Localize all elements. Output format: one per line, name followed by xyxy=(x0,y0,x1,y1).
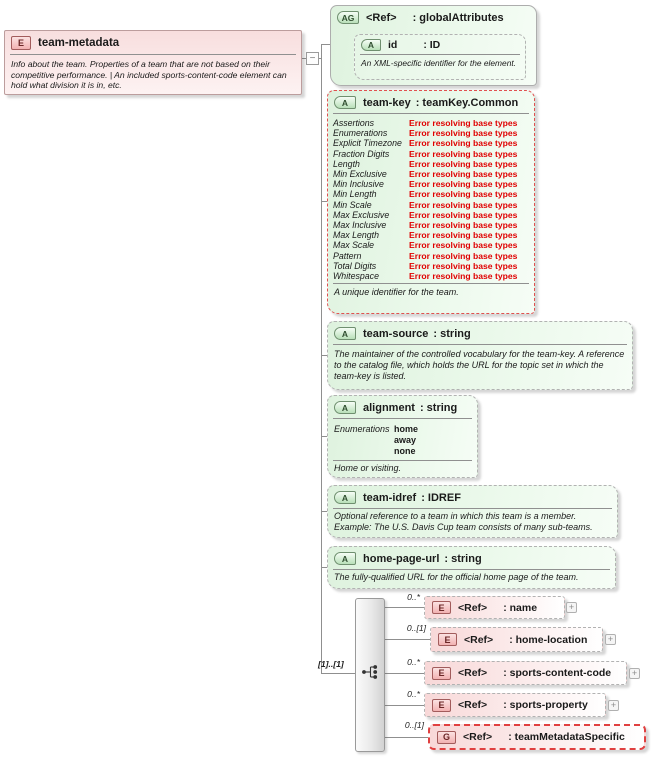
attribute-name: home-page-url xyxy=(363,552,440,565)
facet-row xyxy=(333,271,530,281)
divider xyxy=(333,508,612,509)
connector-line xyxy=(322,673,355,674)
attribute-type: : ID xyxy=(423,39,441,51)
facet-name: Assertions xyxy=(333,118,375,128)
attribute-badge: A xyxy=(334,96,356,109)
attribute-box-team-key[interactable] xyxy=(327,90,535,314)
facet-name: Min Inclusive xyxy=(333,179,384,190)
facet-name: Max Inclusive xyxy=(333,220,387,231)
facet-name: Min Exclusive xyxy=(333,169,387,180)
element-badge: E xyxy=(11,36,31,50)
group-type: : teamMetadataSpecific xyxy=(508,731,625,743)
element-type: : sports-property xyxy=(503,699,588,711)
element-ref-box-sports-property[interactable] xyxy=(424,693,606,717)
attribute-type: : string xyxy=(419,401,458,414)
facet-error-value: Error resolving base types xyxy=(409,179,518,190)
element-badge: E xyxy=(438,633,457,646)
element-badge: E xyxy=(432,699,451,712)
group-ref: <Ref> xyxy=(463,731,493,743)
facet-error-value: Error resolving base types xyxy=(409,260,518,271)
facet-name: Max Length xyxy=(333,230,379,241)
attribute-name: team-source xyxy=(363,327,429,340)
facet-error-value: Error resolving base types xyxy=(409,148,518,159)
attribute-description: An XML-specific identifier for the element. xyxy=(361,58,517,68)
facet-row xyxy=(333,189,530,199)
divider xyxy=(333,569,610,570)
facet-error-value: Error resolving base types xyxy=(409,230,518,241)
element-badge: E xyxy=(432,667,451,680)
facet-name: Max Scale xyxy=(333,240,375,251)
facet-row xyxy=(333,200,530,210)
connector-line xyxy=(385,673,424,674)
facet-error-value: Error resolving base types xyxy=(409,118,518,128)
divider xyxy=(333,283,529,284)
attribute-box-team-idref[interactable] xyxy=(327,485,618,538)
facet-table xyxy=(328,116,534,282)
occurrence-label: 0..* xyxy=(407,657,420,667)
divider xyxy=(333,344,627,345)
facet-row xyxy=(333,149,530,159)
element-type: : name xyxy=(503,601,538,614)
facet-row xyxy=(333,118,530,128)
facet-error-value: Error resolving base types xyxy=(409,220,518,231)
element-ref-box-sports-content-code[interactable] xyxy=(424,661,627,685)
facet-row xyxy=(333,159,530,169)
element-ref: <Ref> xyxy=(464,633,494,646)
attribute-description: Optional reference to a team in which this team is a member. Example: The U.S. Davis Cup team consists of many sub-teams. xyxy=(334,511,593,532)
attribute-description: The maintainer of the controlled vocabulary for the team-key. A reference to the catalog file, which holds the URL for the topic set in which the team-key is listed. xyxy=(334,349,625,381)
attribute-box-alignment[interactable] xyxy=(327,395,478,478)
element-ref: <Ref> xyxy=(458,699,488,711)
enum-value: none xyxy=(394,446,416,456)
facet-name: Whitespace xyxy=(333,271,379,282)
attribute-group-ref: <Ref> xyxy=(366,11,397,24)
sequence-icon xyxy=(361,663,380,681)
enumeration-label: Enumerations xyxy=(334,424,390,434)
element-box-team-metadata[interactable] xyxy=(4,30,302,95)
divider xyxy=(333,113,529,114)
facet-row xyxy=(333,210,530,220)
element-ref-box-home-location[interactable] xyxy=(430,627,603,652)
attribute-box-id[interactable] xyxy=(354,34,526,80)
attribute-badge: A xyxy=(334,552,356,565)
divider xyxy=(333,460,472,461)
occurrence-label: 0..* xyxy=(407,592,420,602)
facet-name: Total Digits xyxy=(333,260,377,271)
element-badge: E xyxy=(432,601,451,614)
attribute-badge: A xyxy=(334,491,356,504)
facet-row xyxy=(333,240,530,250)
attribute-badge: A xyxy=(334,327,356,340)
group-ref-box-teamMetadataSpecific[interactable] xyxy=(428,724,646,750)
facet-name: Enumerations xyxy=(333,128,388,139)
expand-icon[interactable]: + xyxy=(629,668,640,679)
facet-error-value: Error resolving base types xyxy=(409,138,518,149)
connector-line xyxy=(385,639,430,640)
facet-row xyxy=(333,261,530,271)
facet-row xyxy=(333,169,530,179)
expand-icon[interactable]: + xyxy=(605,634,616,645)
facet-error-value: Error resolving base types xyxy=(409,128,518,139)
expand-icon[interactable]: + xyxy=(608,700,619,711)
divider xyxy=(360,54,520,55)
facet-error-value: Error resolving base types xyxy=(409,209,518,220)
facet-row xyxy=(333,128,530,138)
connector-line xyxy=(385,737,428,738)
attribute-name: alignment xyxy=(363,401,415,414)
facet-error-value: Error resolving base types xyxy=(409,240,518,251)
facet-error-value: Error resolving base types xyxy=(409,169,518,180)
enum-value: away xyxy=(394,435,417,445)
element-ref: <Ref> xyxy=(458,601,488,614)
facet-error-value: Error resolving base types xyxy=(409,199,518,210)
facet-error-value: Error resolving base types xyxy=(409,158,518,169)
element-description: Info about the team. Properties of a team that are not based on their competitive performance. | An included sports-content-code element can hold what division it is in, etc. xyxy=(11,59,287,91)
attribute-description: A unique identifier for the team. xyxy=(334,287,459,298)
attribute-group-badge: AG xyxy=(337,11,359,24)
attribute-box-home-page-url[interactable] xyxy=(327,546,616,589)
sequence-cardinality: [1]..[1] xyxy=(318,659,344,669)
group-badge: G xyxy=(437,731,456,744)
divider xyxy=(10,54,296,55)
element-name: team-metadata xyxy=(38,37,120,49)
collapse-icon[interactable]: − xyxy=(306,52,319,65)
attribute-name: id xyxy=(388,39,398,51)
enum-value: home xyxy=(394,424,419,434)
facet-name: Max Exclusive xyxy=(333,209,390,220)
connector-trunk-line xyxy=(321,44,322,674)
enumeration-block xyxy=(328,421,477,459)
sequence-compositor[interactable] xyxy=(355,598,385,752)
connector-line xyxy=(385,705,424,706)
facet-row xyxy=(333,230,530,240)
attribute-badge: A xyxy=(361,39,381,51)
facet-error-value: Error resolving base types xyxy=(409,250,518,261)
attribute-group-type: : globalAttributes xyxy=(412,11,504,24)
attribute-box-team-source[interactable] xyxy=(327,321,633,390)
attribute-name: team-key xyxy=(363,96,411,109)
divider xyxy=(333,418,472,419)
occurrence-label: 0..[1] xyxy=(404,720,424,730)
facet-name: Length xyxy=(333,158,360,169)
facet-error-value: Error resolving base types xyxy=(409,271,518,282)
occurrence-label: 0..[1] xyxy=(406,623,426,633)
attribute-group-box-globalAttributes[interactable] xyxy=(330,5,537,86)
element-ref: <Ref> xyxy=(458,667,488,679)
facet-name: Pattern xyxy=(333,250,362,261)
enumeration-values xyxy=(394,424,418,457)
expand-icon[interactable]: + xyxy=(566,602,577,613)
facet-row xyxy=(333,179,530,189)
attribute-description: The fully-qualified URL for the official home page of the team. xyxy=(334,572,579,582)
facet-name: Explicit Timezone xyxy=(333,138,402,149)
facet-row xyxy=(333,138,530,148)
attribute-name: team-idref xyxy=(363,491,417,504)
facet-row xyxy=(333,251,530,261)
connector-line xyxy=(322,44,330,45)
occurrence-label: 0..* xyxy=(407,689,420,699)
facet-name: Min Length xyxy=(333,189,377,200)
attribute-type: : string xyxy=(433,327,471,340)
element-type: : sports-content-code xyxy=(503,667,612,679)
element-ref-box-name[interactable] xyxy=(424,596,565,619)
attribute-description: Home or visiting. xyxy=(334,463,402,473)
element-type: : home-location xyxy=(509,633,588,646)
facet-name: Min Scale xyxy=(333,199,372,210)
connector-line xyxy=(385,607,424,608)
attribute-badge: A xyxy=(334,401,356,414)
attribute-type: : IDREF xyxy=(421,491,461,504)
attribute-type: : string xyxy=(444,552,482,565)
facet-name: Fraction Digits xyxy=(333,148,390,159)
facet-error-value: Error resolving base types xyxy=(409,189,518,200)
attribute-type: : teamKey.Common xyxy=(415,96,519,109)
facet-row xyxy=(333,220,530,230)
